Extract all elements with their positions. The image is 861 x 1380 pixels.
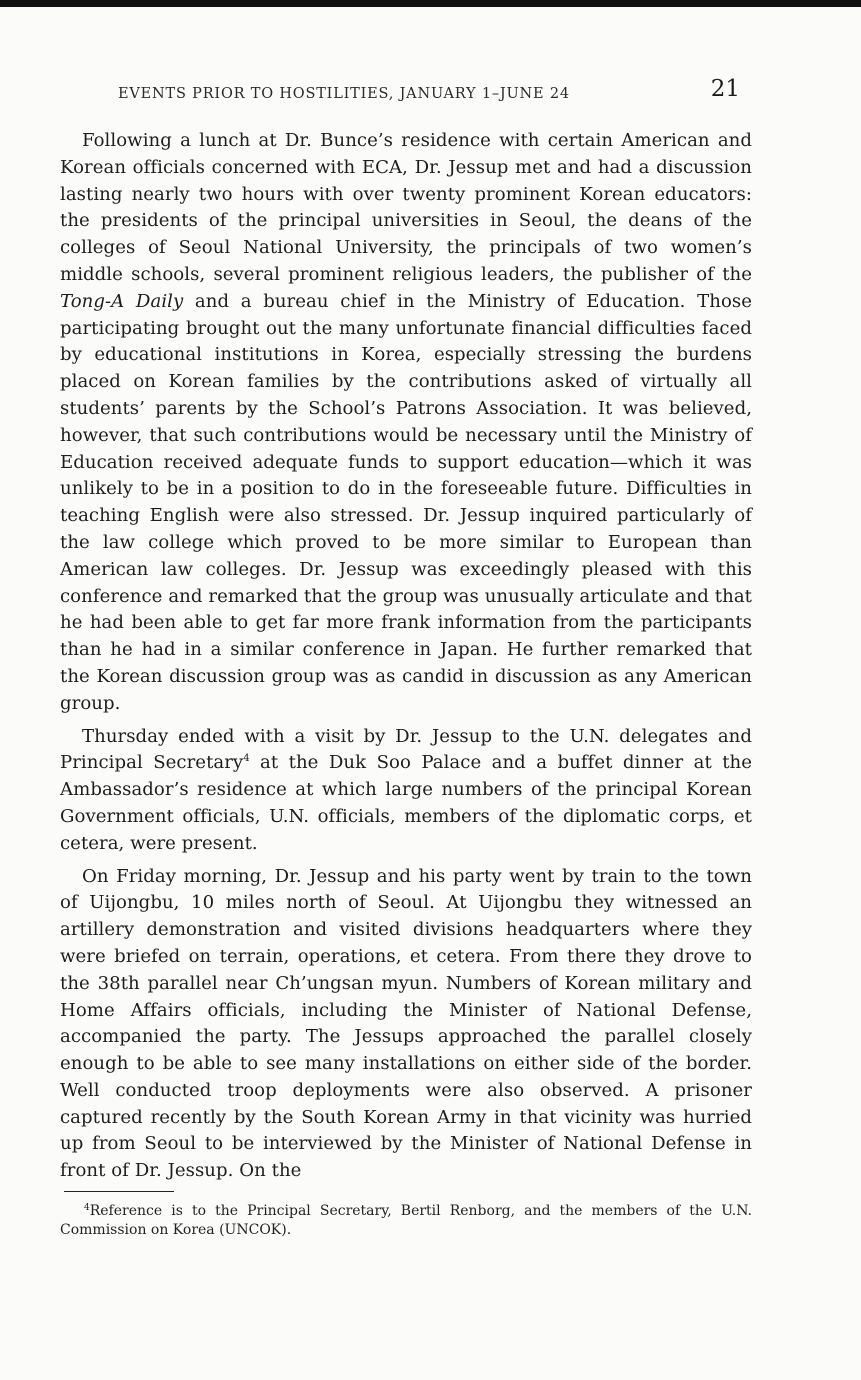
- footnote-text: Reference is to the Principal Secretary, Bertil Renborg, and the members of the U.N. Commission on Korea (UNCOK).: [60, 1203, 752, 1239]
- paragraph-2-text-a: Thursday ended with a visit by Dr. Jessup to the U.N. delegates and Principal Secretary: [60, 725, 752, 774]
- paragraph-1-text-a: Following a lunch at Dr. Bunce’s residence with certain American and Korean officials concerned with ECA, Dr. Jessup met and had a discussion lasting nearly two hours with over twenty prominent Korean educators: the presidents of the principal universities in Seoul, the deans of the colleges of Seoul National University, the principals of two women’s middle schools, several prominent religious leaders, the publisher of the: [60, 130, 752, 285]
- paragraph-friday: [60, 864, 752, 1186]
- running-head: [60, 70, 752, 110]
- book-page: [60, 70, 752, 1240]
- footnote: [60, 1202, 752, 1240]
- body-text: [60, 128, 752, 1185]
- paragraph-ecx-educators: [60, 128, 752, 718]
- footnote-reference[interactable]: 4: [243, 753, 250, 765]
- top-edge-rule: [0, 0, 861, 7]
- page-number: 21: [710, 76, 740, 102]
- footnote-marker: 4: [84, 1203, 90, 1214]
- paragraph-3-text: On Friday morning, Dr. Jessup and his party went by train to the town of Uijongbu, 10 miles north of Seoul. At Uijongbu they witnessed an artillery demonstration and visited divisions headquarters where they were briefed on terrain, operations, et cetera. From there they drove to the 38th parallel near Ch’ungsan myun. Numbers of Korean military and Home Affairs officials, including the Minister of National Defense, accompanied the party. The Jessups approached the parallel closely enough to be able to see many installations on either side of the border. Well conducted troop deployments were also observed. A prisoner captured recently by the South Korean Army in that vicinity was hurried up from Seoul to be interviewed by the Minister of National Defense in front of Dr. Jessup. On the: [60, 865, 752, 1182]
- footnote-divider: [64, 1191, 174, 1192]
- running-title: EVENTS PRIOR TO HOSTILITIES, JANUARY 1–JUNE 24: [118, 86, 570, 102]
- paragraph-2-text-b: at the Duk Soo Palace and a buffet dinner at the Ambassador’s residence at which large numbers of the principal Korean Government officials, U.N. officials, members of the diplomatic corps, et cetera, were present.: [60, 752, 752, 854]
- newspaper-title: Tong-A Daily: [60, 290, 184, 312]
- paragraph-1-text-b: and a bureau chief in the Ministry of Education. Those participating brought out the many unfortunate financial difficulties faced by educational institutions in Korea, especially stressing the burdens placed on Korean families by the contributions asked of virtually all students’ parents by the School’s Patrons Association. It was believed, however, that such contributions would be necessary until the Ministry of Education received adequate funds to support education—which it was unlikely to be in a position to do in the foreseeable future. Difficulties in teaching English were also stressed. Dr. Jessup inquired particularly of the law college which proved to be more similar to European than American law colleges. Dr. Jessup was exceedingly pleased with this conference and remarked that the group was unusually articulate and that he had been able to get far more frank information from the participants than he had in a similar conference in Japan. He further remarked that the Korean discussion group was as candid in discussion as any American group.: [60, 290, 752, 714]
- paragraph-thursday: [60, 724, 752, 858]
